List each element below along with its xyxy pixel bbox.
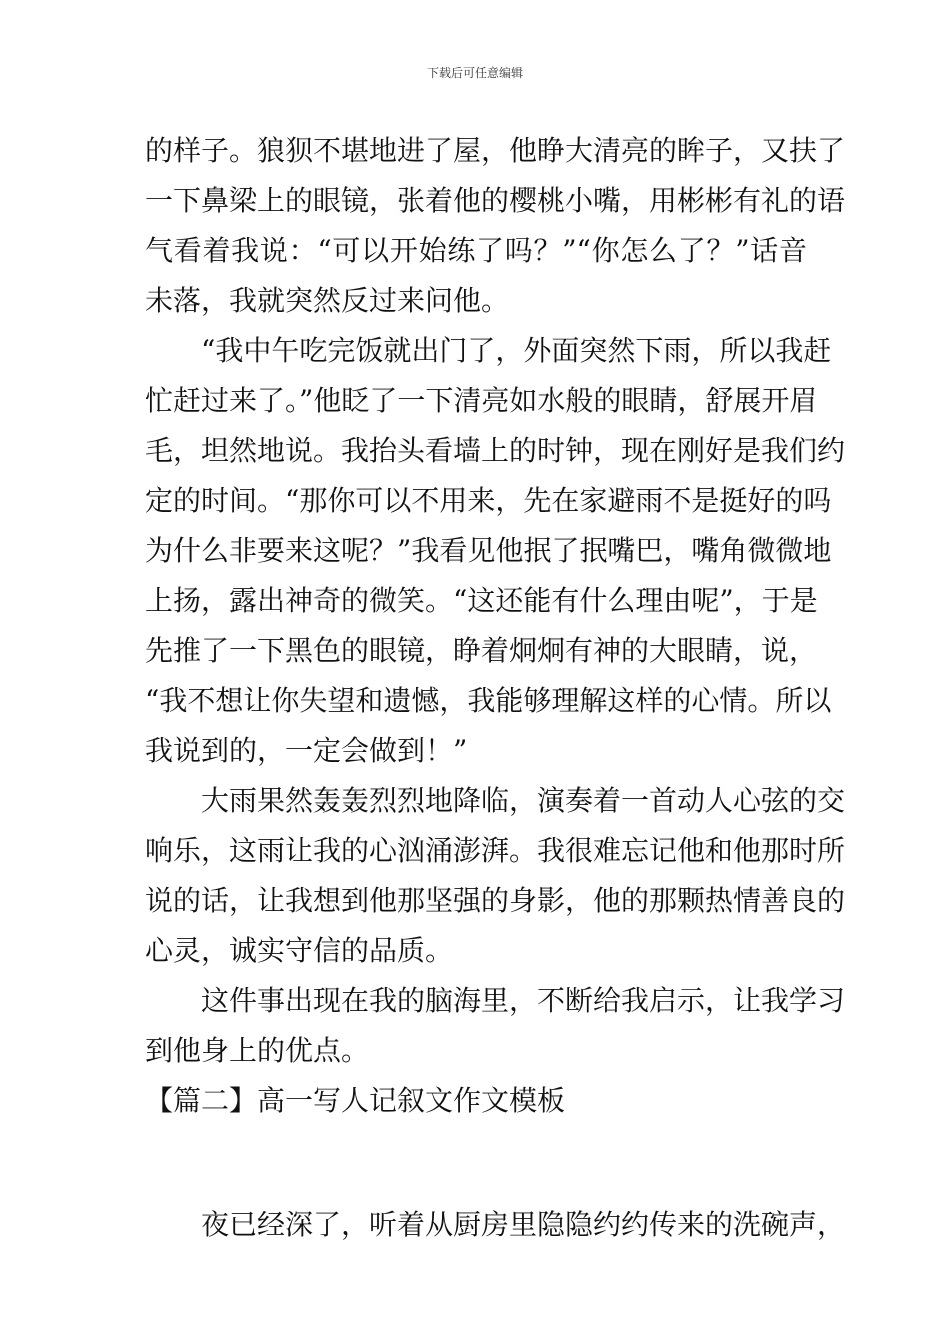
text-line: 未落，我就突然反过来问他。 xyxy=(145,284,510,317)
text-line: 气看着我说：“可以开始练了吗？”“你怎么了？”话音 xyxy=(145,234,807,267)
text-line: 先推了一下黑色的眼镜，睁着炯炯有神的大眼睛，说， xyxy=(145,634,818,667)
text-line: “我中午吃完饭就出门了，外面突然下雨，所以我赶 xyxy=(201,334,832,367)
text-line: 定的时间。“那你可以不用来，先在家避雨不是挺好的吗 xyxy=(145,484,832,517)
text-line: 的样子。狼狈不堪地进了屋，他睁大清亮的眸子，又扶了 xyxy=(145,134,846,167)
text-line: 上扬，露出神奇的微笑。“这还能有什么理由呢”，于是 xyxy=(145,584,818,617)
text-line: 【篇二】高一写人记叙文作文模板 xyxy=(145,1084,566,1117)
text-line: 忙赶过来了。”他眨了一下清亮如水般的眼睛，舒展开眉 xyxy=(145,384,818,417)
text-line: 毛，坦然地说。我抬头看墙上的时钟，现在刚好是我们约 xyxy=(145,434,846,467)
text-line: 为什么非要来这呢？”我看见他抿了抿嘴巴，嘴角微微地 xyxy=(145,534,832,567)
text-line: 大雨果然轰轰烈烈地降临，演奏着一首动人心弦的交 xyxy=(201,784,846,817)
document-body xyxy=(145,126,846,1250)
text-line: 到他身上的优点。 xyxy=(145,1034,370,1067)
text-line: “我不想让你失望和遗憾，我能够理解这样的心情。所以 xyxy=(145,684,832,717)
text-line: 这件事出现在我的脑海里，不断给我启示，让我学习 xyxy=(201,984,846,1017)
text-line: 夜已经深了，听着从厨房里隐隐约约传来的洗碗声， xyxy=(201,1208,846,1241)
text-line: 说的话，让我想到他那坚强的身影，他的那颗热情善良的 xyxy=(145,884,846,917)
text-line: 响乐，这雨让我的心汹涌澎湃。我很难忘记他和他那时所 xyxy=(145,834,846,867)
section-spacer xyxy=(145,1126,807,1200)
text-line: 一下鼻梁上的眼镜，张着他的樱桃小嘴，用彬彬有礼的语 xyxy=(145,184,846,217)
text-line: 心灵，诚实守信的品质。 xyxy=(145,934,454,967)
text-block-continued xyxy=(145,1200,846,1250)
text-block xyxy=(145,126,846,1126)
text-line: 我说到的，一定会做到！” xyxy=(145,734,468,767)
page-header: 下载后可任意编辑 xyxy=(426,66,523,80)
